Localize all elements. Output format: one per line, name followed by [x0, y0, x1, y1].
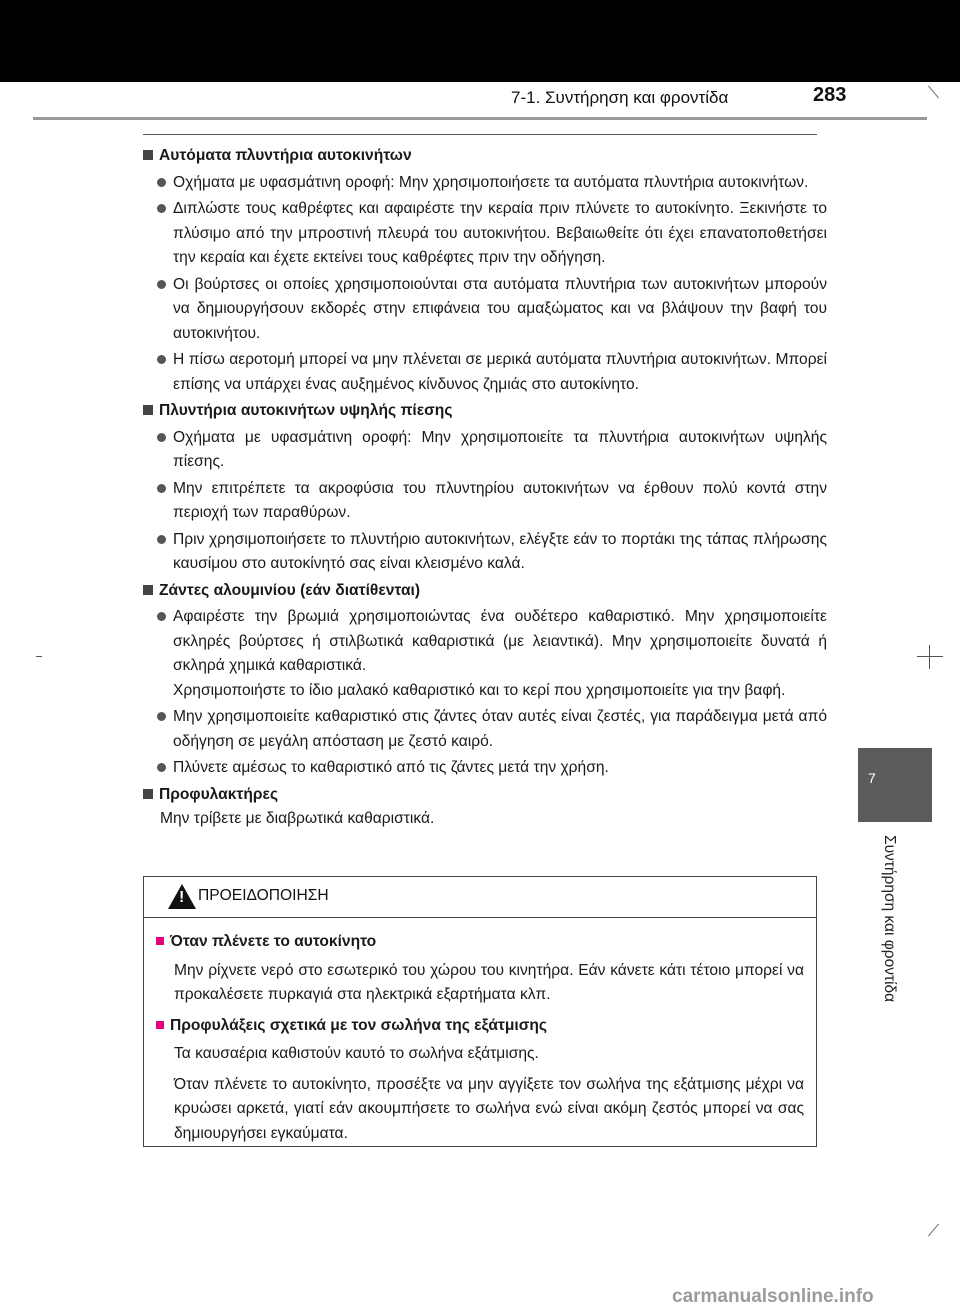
content-top-rule [143, 134, 817, 135]
round-bullet-icon [157, 433, 166, 442]
warning-paragraph: Όταν πλένετε το αυτοκίνητο, προσέξτε να μην αγγίξετε τον σωλήνα της εξάτμισης μέχρι να κρυώσει αρκετά, γιατί εάν ακουμπήσετε το σωλήνα ενώ είναι ακόμη ζεστός μπορεί να σας δημιουργήσει εγκαύματα. [174, 1075, 804, 1142]
warning-triangle-icon [168, 884, 196, 909]
bullet-item: Αφαιρέστε την βρωμιά χρησιμοποιώντας ένα ουδέτερο καθαριστικό. Μην χρησιμοποιείτε σκληρές βούρτσες ή στιλβωτικά καθαριστικά (με λειαντικά). Μην χρησιμοποιείτε δυνατά ή σκληρά χημικά καθαριστικά. [143, 605, 827, 679]
chapter-title: Συντήρηση και φροντίδα [881, 835, 898, 1003]
round-bullet-icon [157, 355, 166, 364]
section-heading: Πλυντήρια αυτοκινήτων υψηλής πίεσης [143, 399, 827, 424]
warning-body [144, 918, 816, 1146]
round-bullet-icon [157, 204, 166, 213]
main-content [143, 142, 827, 832]
page-number: 283 [813, 84, 847, 106]
bullet-paragraph: Χρησιμοποιήστε το ίδιο μαλακό καθαριστικό και το κερί που χρησιμοποιείτε για την βαφή. [173, 681, 786, 699]
bullet-item: Οχήματα με υφασμάτινη οροφή: Μην χρησιμοποιείτε τα πλυντήρια αυτοκινήτων υψηλής πίεσης. [143, 426, 827, 475]
warning-box [143, 876, 817, 1147]
bullet-item: Οχήματα με υφασμάτινη οροφή: Μην χρησιμοποιήσετε τα αυτόματα πλυντήρια αυτοκινήτων. [143, 171, 827, 196]
bullet-item: Η πίσω αεροτομή μπορεί να μην πλένεται σε μερικά αυτόματα πλυντήρια αυτοκινήτων. Μπορεί επίσης να υπάρχει ένας αυξημένος κίνδυνος ζημιάς στο αυτοκίνητο. [143, 348, 827, 397]
section-text: Μην τρίβετε με διαβρωτικά καθαριστικά. [160, 810, 435, 827]
registration-mark-right-v [929, 645, 930, 669]
bullet-item: Οι βούρτσες οι οποίες χρησιμοποιούνται στα αυτόματα πλυντήρια των αυτοκινήτων μπορούν να δημιουργήσουν εκδορές στην επιφάνεια του αμαξώματος και να βλάψουν την βαφή του αυτοκινήτου. [143, 273, 827, 347]
square-bullet-icon [143, 789, 153, 799]
round-bullet-icon [157, 280, 166, 289]
round-bullet-icon [157, 612, 166, 621]
magenta-square-bullet-icon [156, 1021, 164, 1029]
header-rule [33, 117, 927, 120]
chapter-number: 7 [868, 770, 876, 786]
warning-heading: Όταν πλένετε το αυτοκίνητο [156, 930, 804, 955]
square-bullet-icon [143, 150, 153, 160]
round-bullet-icon [157, 712, 166, 721]
magenta-square-bullet-icon [156, 937, 164, 945]
bullet-item: Πλύνετε αμέσως το καθαριστικό από τις ζάντες μετά την χρήση. [143, 756, 827, 781]
bullet-item: Διπλώστε τους καθρέφτες και αφαιρέστε την κεραία πριν πλύνετε το αυτοκίνητο. Ξεκινήστε το πλύσιμο από την μπροστινή πλευρά του αυτοκινήτου. Βεβαιωθείτε ότι έχει επανατοποθετήσει την κεραία και έχετε εκτείνει τους καθρέφτες πριν την οδήγηση. [143, 197, 827, 271]
warning-header [144, 877, 816, 918]
round-bullet-icon [157, 484, 166, 493]
warning-heading: Προφυλάξεις σχετικά με τον σωλήνα της εξάτμισης [156, 1014, 804, 1039]
watermark: carmanualsonline.info [672, 1286, 874, 1307]
section-heading: Ζάντες αλουμινίου (εάν διατίθενται) [143, 579, 827, 604]
bullet-item: Μην επιτρέπετε τα ακροφύσια του πλυντηρίου αυτοκινήτων να έρθουν πολύ κοντά στην περιοχή των παραθύρων. [143, 477, 827, 526]
square-bullet-icon [143, 585, 153, 595]
round-bullet-icon [157, 535, 166, 544]
section-heading: Αυτόματα πλυντήρια αυτοκινήτων [143, 144, 827, 169]
warning-paragraph: Τα καυσαέρια καθιστούν καυτό το σωλήνα εξάτμισης. [174, 1045, 539, 1062]
bullet-item: Πριν χρησιμοποιήσετε το πλυντήριο αυτοκινήτων, ελέγξτε εάν το πορτάκι της τάπας πλήρωσης καυσίμου στο αυτοκίνητό σας είναι κλεισμένο καλά. [143, 528, 827, 577]
warning-title: ΠΡΟΕΙΔΟΠΟΙΗΣΗ [198, 887, 329, 904]
round-bullet-icon [157, 178, 166, 187]
chapter-title-vertical [878, 835, 898, 1025]
section-title: 7-1. Συντήρηση και φροντίδα [511, 88, 729, 107]
registration-mark-left [36, 656, 42, 657]
top-black-band [0, 0, 960, 82]
registration-mark-right-h [917, 656, 943, 657]
round-bullet-icon [157, 763, 166, 772]
crop-mark-bottom-right [928, 1224, 939, 1237]
bullet-item: Μην χρησιμοποιείτε καθαριστικό στις ζάντες όταν αυτές είναι ζεστές, για παράδειγμα μετά από οδήγηση σε μεγάλη απόσταση με ζεστό καιρό. [143, 705, 827, 754]
square-bullet-icon [143, 405, 153, 415]
warning-paragraph: Μην ρίχνετε νερό στο εσωτερικό του χώρου του κινητήρα. Εάν κάνετε κάτι τέτοιο μπορεί να προκαλέσετε πυρκαγιά στα ηλεκτρικά εξαρτήματα κλπ. [174, 961, 804, 1003]
section-heading: Προφυλακτήρες [143, 783, 827, 808]
